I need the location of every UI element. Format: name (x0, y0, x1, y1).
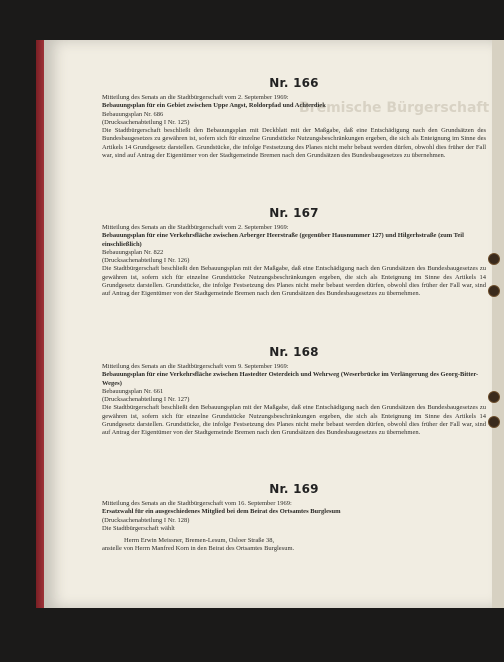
entry-title: Ersatzwahl für ein ausgeschiedenes Mitglied bei dem Beirat des Ortsamtes Burglesum (102, 508, 341, 516)
entry-meta: Mitteilung des Senats an die Stadtbürgerschaft vom 2. September 1969: (102, 224, 289, 231)
binder-hole (488, 391, 500, 403)
entry-drucksache: (Drucksachenabteilung I Nr. 126) (102, 257, 190, 265)
entry-plan: Bebauungsplan Nr. 661 (102, 387, 164, 395)
entry-number: Nr. 167 (269, 206, 319, 220)
entry-167 (102, 206, 486, 299)
entry-body: Die Stadtbürgerschaft beschließt den Bebauungsplan mit Deckblatt mit der Maßgabe, daß eine Entschädigung nach den Grundsätzen des Bundesbaugesetzes zu gewähren ist, sofern sich für einzelne Grundstücke Nutzungsbeschränkungen ergeben, die sich als Enteignung im Sinne des Artikels 14 Grundgesetz darstellen. Grundstücke, die infolge Festsetzung des Planes nicht mehr bebaut werden dürfen, obwohl dies früher der Fall war, sind auf Antrag der Eigentümer von der Stadtgemeinde Bremen nach den Grundsätzen des Bundesbaugesetzes zu übernehmen. (102, 127, 486, 160)
entry-drucksache: (Drucksachenabteilung I Nr. 127) (102, 396, 190, 404)
entry-title: Bebauungsplan für eine Verkehrsfläche zwischen Hastedter Osterdeich und Wehrweg (Weserbrücke im Verlängerung des Georg-Bitter-Weges) (102, 371, 479, 387)
entry-drucksache: (Drucksachenabteilung I Nr. 128) (102, 516, 190, 524)
entry-instead: anstelle von Herrn Manfred Korn in den Beirat des Ortsamtes Burglesum. (102, 545, 295, 553)
entry-meta: Mitteilung des Senats an die Stadtbürgerschaft vom 9. September 1969: (102, 363, 289, 370)
entry-person: Herrn Erwin Meissner, Bremen-Lesum, Osloer Straße 38, (124, 537, 275, 545)
entry-elects: Die Stadtbürgerschaft wählt (102, 524, 175, 532)
entry-meta: Mitteilung des Senats an die Stadtbürgerschaft vom 2. September 1969: (102, 94, 289, 101)
entry-plan: Bebauungsplan Nr. 686 (102, 110, 164, 118)
entry-169 (102, 482, 486, 554)
entry-168 (102, 345, 486, 438)
binder-hole (488, 285, 500, 297)
entry-title: Bebauungsplan für ein Gebiet zwischen Uppe Angst, Roldorpfad und Achterdiek (102, 102, 326, 110)
binder-hole (488, 416, 500, 428)
entry-166 (102, 76, 486, 160)
entry-number: Nr. 168 (269, 345, 319, 359)
entry-number: Nr. 166 (269, 76, 319, 90)
document-page (44, 40, 492, 608)
entry-number: Nr. 169 (269, 482, 319, 496)
entry-drucksache: (Drucksachenabteilung I Nr. 125) (102, 118, 190, 126)
page-stack-edge (492, 40, 504, 608)
binder-hole (488, 253, 500, 265)
entry-title: Bebauungsplan für eine Verkehrsfläche zwischen Arberger Heerstraße (gegenüber Hausnummer 127) und Hilgerhstraße (zum Teil einschließlich) (102, 232, 464, 248)
entry-body: Die Stadtbürgerschaft beschließt den Bebauungsplan mit der Maßgabe, daß eine Entschädigung nach den Grundsätzen des Bundesbaugesetzes zu gewähren ist, sofern sich für einzelne Grundstücke Nutzungsbeschränkungen ergeben, die sich als Enteignung im Sinne des Artikels 14 Grundgesetz darstellen. Grundstücke, die infolge Festsetzung des Planes nicht mehr bebaut werden dürfen, obwohl dies früher der Fall war, sind auf Antrag der Eigentümer von der Stadtgemeinde Bremen nach den Grundsätzen des Bundesbaugesetzes zu übernehmen. (102, 265, 486, 298)
entry-body: Die Stadtbürgerschaft beschließt den Bebauungsplan mit der Maßgabe, daß eine Entschädigung nach den Grundsätzen des Bundesbaugesetzes zu gewähren ist, sofern sich für einzelne Grundstücke Nutzungsbeschränkungen ergeben, die sich als Enteignung im Sinne des Artikels 14 Grundgesetz darstellen. Grundstücke, die infolge Festsetzung des Planes nicht mehr bebaut werden dürfen, obwohl dies früher der Fall war, sind auf Antrag der Eigentümer von der Stadtgemeinde Bremen nach den Grundsätzen des Bundesbaugesetzes zu übernehmen. (102, 404, 486, 437)
entry-plan: Bebauungsplan Nr. 822 (102, 248, 164, 256)
entry-meta: Mitteilung des Senats an die Stadtbürgerschaft vom 16. September 1969: (102, 500, 292, 507)
bleed-through-heading: Bremische Bürgerschaft (299, 100, 490, 116)
